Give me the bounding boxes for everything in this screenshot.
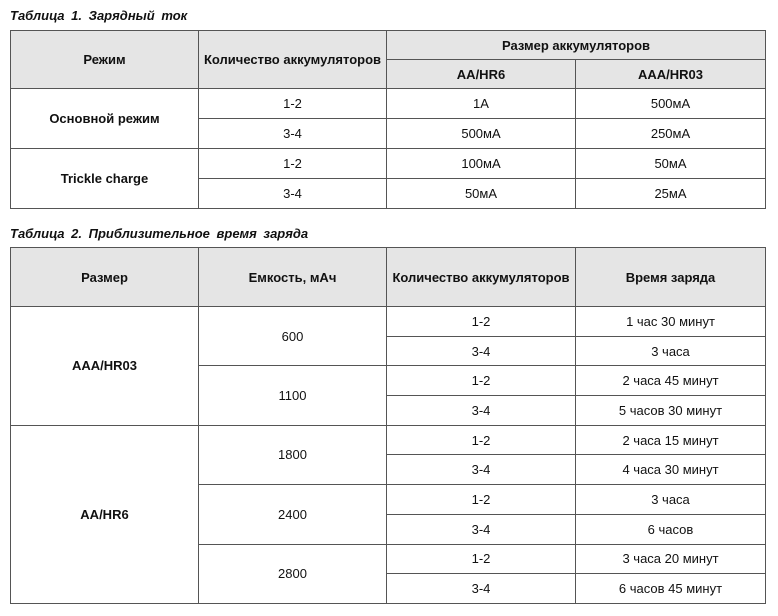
header-count: Количество аккумуляторов xyxy=(387,248,576,307)
header-aaa: AAA/HR03 xyxy=(576,60,766,89)
count-cell: 1-2 xyxy=(387,366,576,396)
header-aa: AA/HR6 xyxy=(387,60,576,89)
aaa-current-cell: 25мA xyxy=(576,179,766,209)
aaa-current-cell: 250мA xyxy=(576,119,766,149)
time-cell: 2 часа 45 минут xyxy=(576,366,766,396)
count-cell: 1-2 xyxy=(387,425,576,455)
table-row xyxy=(11,89,766,119)
time-cell: 3 часа xyxy=(576,336,766,366)
capacity-cell: 2400 xyxy=(199,485,387,544)
header-size: Размер xyxy=(11,248,199,307)
header-count: Количество аккумуляторов xyxy=(199,31,387,89)
charging-time-table xyxy=(10,247,766,604)
time-cell: 3 часа xyxy=(576,485,766,515)
capacity-cell: 1100 xyxy=(199,366,387,425)
count-cell: 3-4 xyxy=(387,336,576,366)
count-cell: 3-4 xyxy=(387,455,576,485)
count-cell: 1-2 xyxy=(199,149,387,179)
table-row xyxy=(11,425,766,455)
table1-caption: Таблица 1. Зарядный ток xyxy=(10,8,188,23)
mode-cell: Trickle charge xyxy=(11,149,199,209)
header-charge-time: Время заряда xyxy=(576,248,766,307)
table-row xyxy=(11,307,766,337)
header-mode: Режим xyxy=(11,31,199,89)
capacity-cell: 600 xyxy=(199,307,387,366)
count-cell: 3-4 xyxy=(387,514,576,544)
aa-current-cell: 50мA xyxy=(387,179,576,209)
table2-caption: Таблица 2. Приблизительное время заряда xyxy=(10,226,309,241)
time-cell: 5 часов 30 минут xyxy=(576,396,766,426)
time-cell: 4 часа 30 минут xyxy=(576,455,766,485)
capacity-cell: 2800 xyxy=(199,544,387,603)
size-cell: AAA/HR03 xyxy=(11,307,199,426)
count-cell: 1-2 xyxy=(387,307,576,337)
table-row xyxy=(11,149,766,179)
capacity-cell: 1800 xyxy=(199,425,387,484)
aa-current-cell: 100мA xyxy=(387,149,576,179)
aa-current-cell: 1A xyxy=(387,89,576,119)
header-capacity: Емкость, мАч xyxy=(199,248,387,307)
count-cell: 1-2 xyxy=(199,89,387,119)
size-cell: AA/HR6 xyxy=(11,425,199,603)
count-cell: 3-4 xyxy=(387,396,576,426)
time-cell: 2 часа 15 минут xyxy=(576,425,766,455)
aaa-current-cell: 50мA xyxy=(576,149,766,179)
time-cell: 1 час 30 минут xyxy=(576,307,766,337)
count-cell: 1-2 xyxy=(387,485,576,515)
time-cell: 6 часов 45 минут xyxy=(576,574,766,604)
mode-cell: Основной режим xyxy=(11,89,199,149)
count-cell: 3-4 xyxy=(387,574,576,604)
time-cell: 3 часа 20 минут xyxy=(576,544,766,574)
aaa-current-cell: 500мA xyxy=(576,89,766,119)
aa-current-cell: 500мA xyxy=(387,119,576,149)
time-cell: 6 часов xyxy=(576,514,766,544)
count-cell: 3-4 xyxy=(199,119,387,149)
header-battery-size: Размер аккумуляторов xyxy=(387,31,766,60)
count-cell: 1-2 xyxy=(387,544,576,574)
count-cell: 3-4 xyxy=(199,179,387,209)
charging-current-table xyxy=(10,30,766,209)
